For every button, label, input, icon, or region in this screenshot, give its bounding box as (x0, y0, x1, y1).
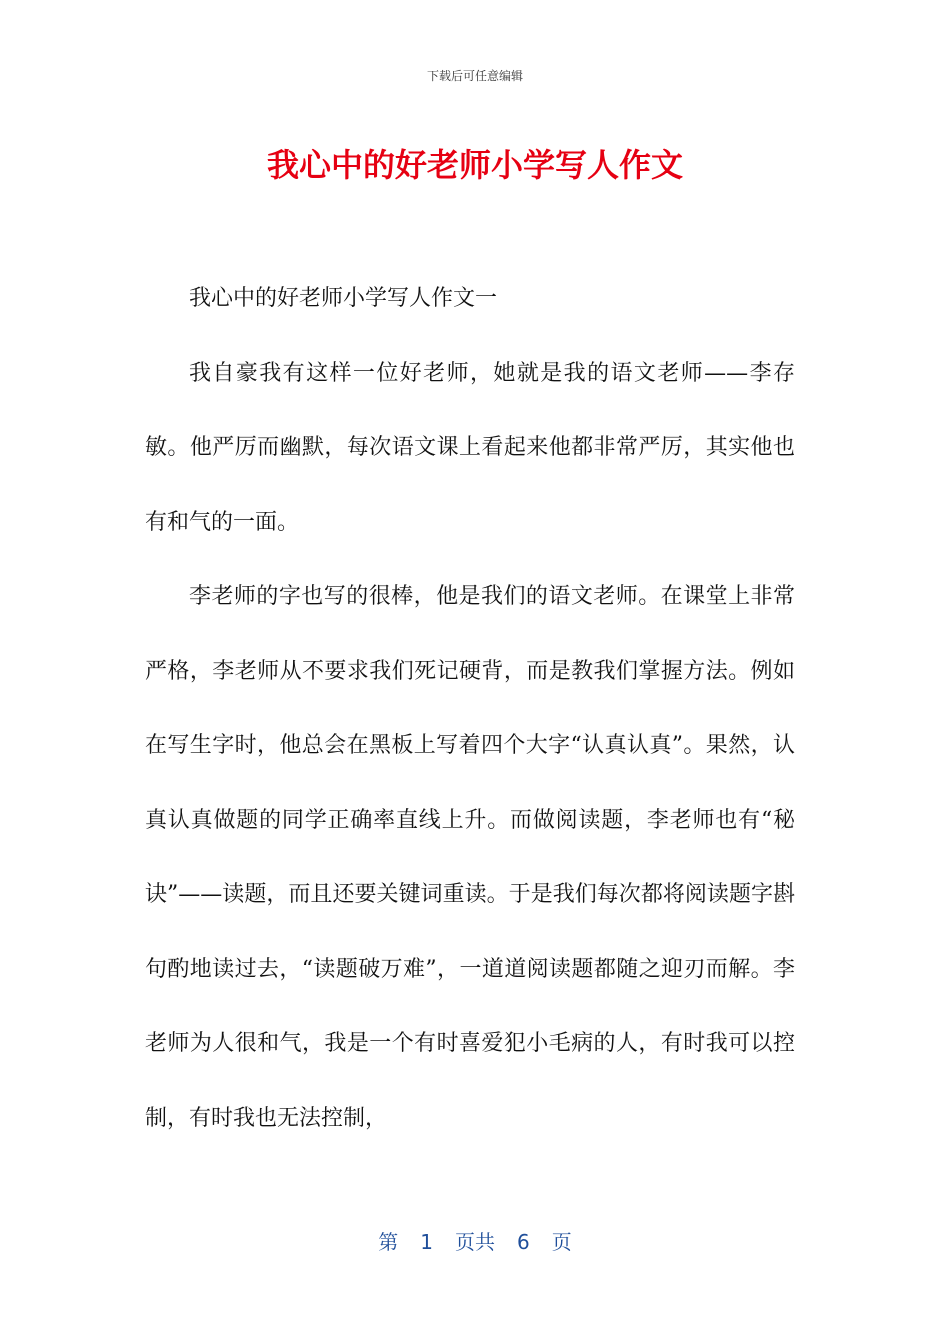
footer-prefix: 第 (378, 1230, 399, 1254)
footer-current-page: 1 (420, 1230, 433, 1254)
page-footer (0, 1226, 950, 1255)
document-body (145, 262, 795, 1156)
paragraph-2: 李老师的字也写的很棒，他是我们的语文老师。在课堂上非常严格，李老师从不要求我们死记硬背，而是教我们掌握方法。例如在写生字时，他总会在黑板上写着四个大字“认真认真”。果然，认真认真做题的同学正确率直线上升。而做阅读题，李老师也有“秘诀”——读题，而且还要关键词重读。于是我们每次都将阅读题字斟句酌地读过去，“读题破万难”，一道道阅读题都随之迎刃而解。李老师为人很和气，我是一个有时喜爱犯小毛病的人，有时我可以控制，有时我也无法控制， (145, 584, 795, 1131)
paragraph-1: 我自豪我有这样一位好老师，她就是我的语文老师——李存敏。他严厉而幽默，每次语文课上看起来他都非常严厉，其实他也有和气的一面。 (145, 360, 795, 535)
footer-total-pages: 6 (517, 1230, 530, 1254)
footer-middle: 页共 (455, 1230, 495, 1254)
footer-suffix: 页 (551, 1230, 572, 1254)
paragraph-subtitle: 我心中的好老师小学写人作文一 (189, 286, 498, 311)
header-note: 下载后可任意编辑 (426, 69, 523, 83)
document-title: 我心中的好老师小学写人作文 (266, 146, 683, 184)
